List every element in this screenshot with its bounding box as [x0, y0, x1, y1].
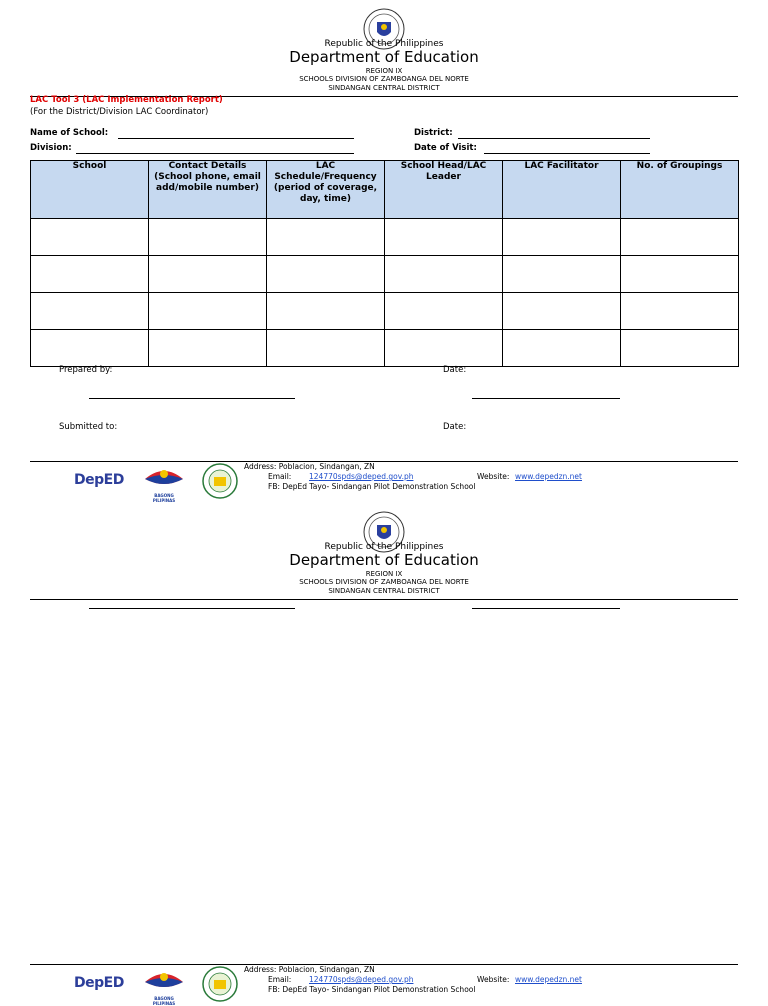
- table-cell[interactable]: [503, 293, 621, 330]
- footer-email-label: Email:: [268, 472, 292, 481]
- header-contact-details: Contact Details (School phone, email add/mobile number): [149, 161, 267, 219]
- footer-fb: FB: DepEd Tayo- Sindangan Pilot Demonstration School: [268, 985, 476, 994]
- table-cell[interactable]: [503, 256, 621, 293]
- table-row: [31, 330, 739, 367]
- table-cell[interactable]: [149, 256, 267, 293]
- republic-text: Republic of the Philippines: [324, 39, 444, 49]
- footer-website-link[interactable]: www.depedzn.net: [515, 975, 582, 984]
- table-row: [31, 293, 739, 330]
- table-cell[interactable]: [385, 256, 503, 293]
- footer-website-label: Website:: [477, 472, 510, 481]
- table-cell[interactable]: [621, 219, 739, 256]
- date-of-visit-label: Date of Visit:: [414, 143, 477, 153]
- table-header-row: [31, 161, 739, 219]
- footer-email-link[interactable]: 124770spds@deped.gov.ph: [309, 472, 414, 481]
- table-cell[interactable]: [31, 256, 149, 293]
- footer-address: Address: Poblacion, Sindangan, ZN: [244, 965, 375, 974]
- table-cell[interactable]: [621, 256, 739, 293]
- header-school: School: [31, 161, 149, 219]
- footer-email-label: Email:: [268, 975, 292, 984]
- submitted-to-label: Submitted to:: [59, 422, 118, 432]
- footer-address: Address: Poblacion, Sindangan, ZN: [244, 462, 375, 471]
- header-divider-page2: [30, 599, 738, 600]
- header-lac-schedule: LAC Schedule/Frequency (period of coverage, day, time): [267, 161, 385, 219]
- region-text: REGION IX: [365, 570, 403, 578]
- header-school-head: School Head/LAC Leader: [385, 161, 503, 219]
- table-cell[interactable]: [385, 293, 503, 330]
- date-label-2: Date:: [443, 422, 467, 432]
- division-text: SCHOOLS DIVISION OF ZAMBOANGA DEL NORTE: [299, 578, 469, 586]
- district-label: District:: [414, 128, 453, 138]
- department-title: Department of Education: [289, 551, 479, 569]
- prepared-by-signature-line[interactable]: [89, 398, 295, 399]
- table-cell[interactable]: [31, 293, 149, 330]
- tool-title: LAC Tool 3 (LAC Implementation Report): [30, 95, 223, 105]
- lac-implementation-table: [30, 160, 739, 367]
- table-cell[interactable]: [31, 330, 149, 367]
- footer-website-label: Website:: [477, 975, 510, 984]
- name-of-school-label: Name of School:: [30, 128, 109, 138]
- footer-email-link[interactable]: 124770spds@deped.gov.ph: [309, 975, 414, 984]
- district-text: SINDANGAN CENTRAL DISTRICT: [328, 587, 440, 595]
- footer-website-link[interactable]: www.depedzn.net: [515, 472, 582, 481]
- header-lac-facilitator: LAC Facilitator: [503, 161, 621, 219]
- name-of-school-field[interactable]: [118, 138, 354, 139]
- deped-logo: DepED: [74, 472, 124, 488]
- date-line-page2[interactable]: [472, 608, 620, 609]
- header-no-of-groupings: No. of Groupings: [621, 161, 739, 219]
- date-line-1[interactable]: [472, 398, 620, 399]
- table-row: [31, 219, 739, 256]
- table-cell[interactable]: [267, 256, 385, 293]
- table-cell[interactable]: [267, 330, 385, 367]
- table-cell[interactable]: [267, 293, 385, 330]
- region-text: REGION IX: [365, 67, 403, 75]
- table-cell[interactable]: [31, 219, 149, 256]
- bagong-pilipinas-logo: BAGONG PILIPINAS: [143, 465, 185, 495]
- table-cell[interactable]: [621, 293, 739, 330]
- bagong-pilipinas-logo: BAGONG PILIPINAS: [143, 968, 185, 998]
- footer-divider-page2: [30, 964, 738, 965]
- tool-subtitle: (For the District/Division LAC Coordinator): [30, 107, 209, 117]
- republic-text: Republic of the Philippines: [324, 542, 444, 552]
- prepared-by-label: Prepared by:: [59, 365, 113, 375]
- date-of-visit-field[interactable]: [484, 153, 650, 154]
- deped-logo: DepED: [74, 975, 124, 991]
- division-field[interactable]: [76, 153, 354, 154]
- table-cell[interactable]: [149, 330, 267, 367]
- footer-divider: [30, 461, 738, 462]
- district-field[interactable]: [458, 138, 650, 139]
- footer-fb: FB: DepEd Tayo- Sindangan Pilot Demonstration School: [268, 482, 476, 491]
- district-text: SINDANGAN CENTRAL DISTRICT: [328, 84, 440, 92]
- division-label: Division:: [30, 143, 72, 153]
- table-cell[interactable]: [385, 330, 503, 367]
- division-text: SCHOOLS DIVISION OF ZAMBOANGA DEL NORTE: [299, 75, 469, 83]
- school-seal-logo: [201, 966, 239, 1002]
- table-cell[interactable]: [149, 293, 267, 330]
- table-cell[interactable]: [621, 330, 739, 367]
- table-cell[interactable]: [503, 330, 621, 367]
- school-seal-logo: [201, 463, 239, 499]
- date-label-1: Date:: [443, 365, 467, 375]
- table-cell[interactable]: [267, 219, 385, 256]
- table-cell[interactable]: [503, 219, 621, 256]
- signature-line-page2[interactable]: [89, 608, 295, 609]
- table-cell[interactable]: [385, 219, 503, 256]
- department-title: Department of Education: [289, 48, 479, 66]
- table-row: [31, 256, 739, 293]
- table-cell[interactable]: [149, 219, 267, 256]
